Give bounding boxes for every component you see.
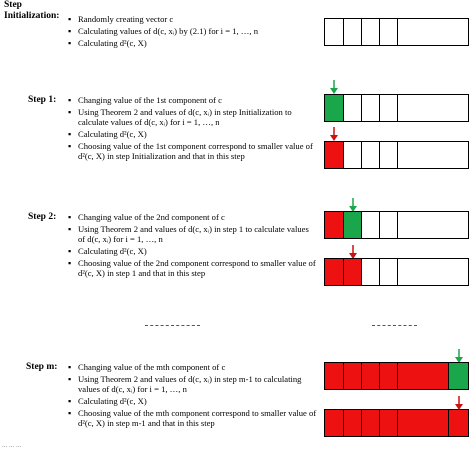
list-item: ▪ Choosing value of the 1st component correspond to smaller value of d²(c, X) in step Initialization and that in this step (68, 141, 318, 161)
vector-cell (325, 363, 344, 389)
green-down-arrow-icon (348, 198, 358, 212)
vector-bar-step-2-a (324, 211, 469, 239)
vector-cell (398, 410, 449, 436)
step-1-list (68, 95, 318, 163)
vector-cell (344, 95, 362, 121)
red-down-arrow-icon (329, 127, 339, 141)
vector-cell (362, 259, 380, 285)
vector-cell (325, 212, 344, 238)
vector-cell (380, 142, 398, 168)
vector-cell (362, 212, 380, 238)
red-down-arrow-icon (454, 396, 464, 410)
step-initialization-label: Step Initialization: (4, 0, 60, 21)
step-2-label: Step 2: (28, 212, 57, 222)
ellipsis-divider-left (145, 325, 200, 326)
vector-cell (362, 142, 380, 168)
vector-cell (325, 410, 344, 436)
vector-cell (325, 142, 344, 168)
vector-cell (344, 19, 362, 45)
list-item: ▪ Changing value of the 2nd component of c (68, 212, 318, 222)
list-item: ▪ Calculating d²(c, X) (68, 246, 318, 256)
vector-cell (325, 259, 344, 285)
vector-cell (362, 95, 380, 121)
vector-bar-step-m-a (324, 362, 469, 390)
vector-bar-step-1-b (324, 141, 469, 169)
vector-cell (380, 212, 398, 238)
vector-cell (344, 363, 362, 389)
list-item: ▪ Changing value of the 1st component of c (68, 95, 318, 105)
vector-cell (449, 363, 468, 389)
vector-cell (362, 19, 380, 45)
list-item: ▪ Changing value of the mth component of c (68, 362, 318, 372)
vector-bar-step-1-a (324, 94, 469, 122)
list-item: ▪ Using Theorem 2 and values of d(c, xᵢ) in step 1 to calculate values of d(c, xᵢ) for i = 1, …, n (68, 224, 318, 244)
vector-cell (380, 259, 398, 285)
list-item: ▪ Using Theorem 2 and values of d(c, xᵢ) in step m-1 to calculating values of d(c, xᵢ) for i = 1, …, n (68, 374, 318, 394)
vector-cell (380, 19, 398, 45)
vector-cell (325, 95, 344, 121)
vector-cell (362, 363, 380, 389)
step-initialization-list (68, 14, 318, 50)
list-item: ▪ Calculating d²(c, X) (68, 38, 318, 48)
vector-cell (380, 410, 398, 436)
vector-cell (344, 142, 362, 168)
step-m-list (68, 362, 318, 430)
vector-bar-initialization (324, 18, 469, 46)
vector-cell (344, 212, 362, 238)
step-1-label: Step 1: (28, 95, 57, 105)
list-item: ▪ Calculating d²(c, X) (68, 129, 318, 139)
vector-cell (362, 410, 380, 436)
vector-cell (325, 19, 344, 45)
vector-cell (398, 19, 468, 45)
vector-cell (380, 95, 398, 121)
list-item: ▪ Calculating values of d(c, xᵢ) by (2.1) for i = 1, …, n (68, 26, 318, 36)
vector-cell (344, 410, 362, 436)
vector-bar-step-m-b (324, 409, 469, 437)
ellipsis-divider-right (372, 325, 417, 326)
list-item: ▪ Choosing value of the 2nd component correspond to smaller value of d²(c, X) in step 1 and that in this step (68, 258, 318, 278)
vector-bar-step-2-b (324, 258, 469, 286)
vector-cell (449, 410, 468, 436)
vector-cell (398, 142, 468, 168)
step-2-list (68, 212, 318, 280)
list-item: ▪ Randomly creating vector c (68, 14, 318, 24)
green-down-arrow-icon (329, 80, 339, 94)
vector-cell (344, 259, 362, 285)
green-down-arrow-icon (454, 349, 464, 363)
vector-cell (398, 259, 468, 285)
vector-cell (380, 363, 398, 389)
list-item: ▪ Using Theorem 2 and values of d(c, xᵢ) in step Initialization to calculate values of d(c, xᵢ) for i = 1, …, n (68, 107, 318, 127)
footer-fragment: ... ... ... (2, 441, 22, 449)
vector-cell (398, 212, 468, 238)
list-item: ▪ Calculating d²(c, X) (68, 396, 318, 406)
vector-cell (398, 95, 468, 121)
step-m-label: Step m: (26, 362, 58, 372)
vector-cell (398, 363, 449, 389)
list-item: ▪ Choosing value of the mth component correspond to smaller value of d²(c, X) in step m-1 and that in this step (68, 408, 318, 428)
red-down-arrow-icon (348, 245, 358, 259)
